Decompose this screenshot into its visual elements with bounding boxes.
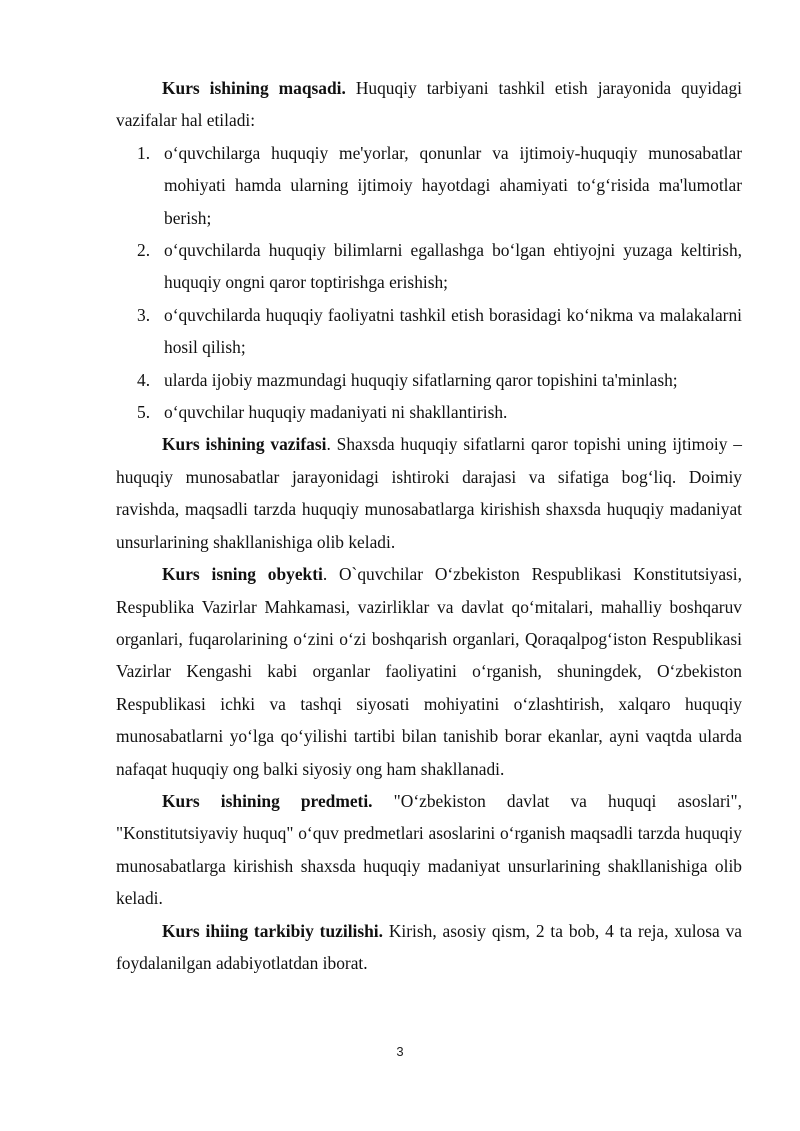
list-text: ularda ijobiy mazmundagi huquqiy sifatlarning qaror topishini ta'minlash;	[164, 369, 678, 390]
text-obyekt: . O`quvchilar O‘zbekiston Respublikasi Konstitutsiyasi, Respublika Vazirlar Mahkamasi, vazirliklar va davlat qo‘mitalari, mahalliy boshqaruv organlari, fuqarolarining o‘zini o‘zi boshqarish organlari, Qoraqalpog‘iston Respublikasi Vazirlar Kengashi kabi organlar faoliyatini o‘rganish, shuningdek, O‘zbekiston Respublikasi ichki va tashqi siyosati mohiyatini o‘zlashtirish, xalqaro huquqiy munosabatlarni yo‘lga qo‘yilishi tartibi bilan tanishib borar ekanlar, ayni vaqtda ularda nafaqat huquqiy ong balki siyosiy ong ham shakllanadi.	[116, 564, 742, 779]
heading-maqsad: Kurs ishining maqsadi.	[162, 78, 346, 98]
list-item	[116, 299, 742, 364]
heading-tarkib: Kurs ihiing tarkibiy tuzilishi.	[162, 920, 383, 941]
list-item	[116, 364, 742, 396]
heading-predmet: Kurs ishining predmeti.	[162, 790, 373, 811]
heading-obyekt: Kurs isning obyekti	[162, 564, 323, 585]
list-item	[116, 137, 742, 234]
paragraph-obyekt	[116, 558, 742, 785]
paragraph-tarkib	[116, 915, 742, 980]
list-number: 3.	[137, 304, 151, 325]
list-number: 5.	[137, 402, 151, 423]
page-number: 3	[396, 1044, 404, 1059]
paragraph-maqsad	[116, 72, 742, 137]
page-body	[116, 72, 742, 979]
list-number: 1.	[137, 142, 151, 163]
list-text: o‘quvchilar huquqiy madaniyati ni shakllantirish.	[164, 402, 508, 423]
heading-vazifa: Kurs ishining vazifasi	[162, 434, 327, 455]
list-text: o‘quvchilarga huquqiy me'yorlar, qonunlar va ijtimoiy-huquqiy munosabatlar mohiyati hamda ularning ijtimoiy hayotdagi ahamiyati to‘g‘risida ma'lumotlar berish;	[164, 142, 742, 228]
text-tarkib: Kirish, asosiy qism, 2 ta bob, 4 ta reja, xulosa va foydalanilgan adabiyotlatdan iborat.	[116, 920, 742, 973]
text-predmet: "O‘zbekiston davlat va huquqi asoslari", "Konstitutsiyaviy huquq" o‘quv predmetlari asoslarini o‘rganish maqsadli tarzda huquqiy munosabatlarga kirishish shaxsda huquqiy madaniyat unsurlarining shakllanishiga olib keladi.	[116, 790, 743, 909]
text-vazifa: . Shaxsda huquqiy sifatlarni qaror topishi uning ijtimoiy – huquqiy munosabatlar jarayonidagi ishtiroki darajasi va sifatiga bog‘liq. Doimiy ravishda, maqsadli tarzda huquqiy munosabatlarga kirishish shaxsda huquqiy madaniyat unsurlarining shakllanishiga olib keladi.	[116, 434, 742, 552]
list-text: o‘quvchilarda huquqiy faoliyatni tashkil etish borasidagi ko‘nikma va malakalarni hosil qilish;	[164, 304, 742, 358]
list-text: o‘quvchilarda huquqiy bilimlarni egallashga bo‘lgan ehtiyojni yuzaga keltirish, huquqiy ongni qaror toptirishga erishish;	[164, 240, 742, 293]
list-item	[116, 396, 742, 428]
text-maqsad: Huquqiy tarbiyani tashkil etish jarayonida quyidagi vazifalar hal etiladi:	[116, 78, 743, 131]
goals-list	[116, 137, 742, 429]
paragraph-predmet	[116, 785, 742, 915]
paragraph-vazifa	[116, 428, 742, 558]
list-number: 4.	[137, 369, 151, 390]
list-item	[116, 234, 742, 299]
list-number: 2.	[137, 240, 151, 261]
